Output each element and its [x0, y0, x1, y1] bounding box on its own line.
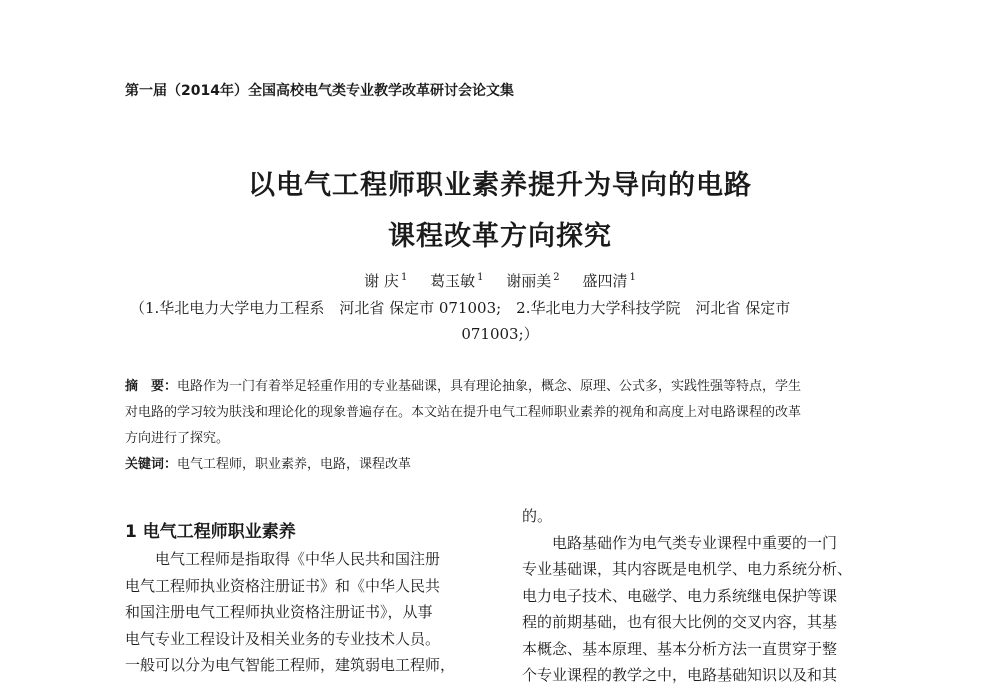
- section-heading: 1 电气工程师职业素养: [125, 522, 296, 542]
- author: [364, 272, 407, 290]
- body-text-line: 电路基础作为电气类专业课程中重要的一门: [552, 533, 838, 552]
- body-text-line: 程的前期基础，也有很大比例的交叉内容，其基: [522, 613, 838, 631]
- keywords-text: 电气工程师，职业素养，电路，课程改革: [177, 457, 412, 472]
- author-affiliation-mark: 1: [477, 272, 484, 283]
- body-text-line: 电力电子技术、电磁学、电力系统继电保护等课: [522, 586, 838, 605]
- affiliation-line-2: 071003;）: [461, 325, 539, 343]
- body-text-line: 的。: [522, 507, 553, 525]
- body-text-line: 电气工程师执业资格注册证书》和《中华人民共: [125, 576, 441, 595]
- author-affiliation-mark: 2: [553, 272, 560, 283]
- right-column: [522, 503, 892, 689]
- author: [506, 272, 559, 290]
- abstract-text-line-3: 方向进行了探究。: [125, 431, 230, 446]
- author-name: 谢 庆: [364, 272, 399, 290]
- author-list: [0, 270, 1000, 291]
- running-header: 第一届（2014年）全国高校电气类专业教学改革研讨会论文集: [125, 83, 514, 99]
- keywords: [125, 453, 411, 472]
- abstract-text-line-1: 电路作为一门有着举足轻重作用的专业基础课，具有理论抽象，概念、原理、公式多，实践性强等特点，学生: [177, 379, 802, 394]
- abstract-label: 摘 要：: [125, 379, 178, 394]
- author-name: 谢丽美: [506, 272, 552, 290]
- author: [430, 272, 483, 290]
- abstract: [125, 375, 801, 394]
- paper-title-line-2: 课程改革方向探究: [388, 221, 612, 252]
- body-text-line: 和国注册电气工程师执业资格注册证书》，从事: [125, 603, 433, 621]
- body-text-line: 个专业课程的教学之中，电路基础知识以及和其: [522, 666, 838, 684]
- body-text-line: 本概念、基本原理、基本分析方法一直贯穿于整: [522, 639, 838, 658]
- affiliation-line-1: （1.华北电力大学电力工程系 河北省 保定市 071003; 2.华北电力大学科技学院 河北省 保定市: [130, 299, 791, 317]
- author-affiliation-mark: 1: [400, 272, 408, 283]
- left-column: [125, 518, 495, 679]
- paper-title-line-1: 以电气工程师职业素养提升为导向的电路: [248, 170, 752, 201]
- body-text-line: 一般可以分为电气智能工程师，建筑弱电工程师，: [125, 656, 456, 674]
- author-name: 盛四清: [582, 272, 628, 290]
- body-text-line: 专业基础课，其内容既是电机学、电力系统分析、: [522, 560, 853, 578]
- body-text-line: 电气专业工程设计及相关业务的专业技术人员。: [125, 629, 441, 648]
- abstract-text-line-2: 对电路的学习较为肤浅和理论化的现象普遍存在。本文站在提升电气工程师职业素养的视角和高度上对电路课程的改革: [125, 405, 802, 420]
- body-text-line: 电气工程师是指取得《中华人民共和国注册: [155, 550, 441, 568]
- author: [582, 272, 635, 290]
- keywords-label: 关键词：: [125, 457, 178, 472]
- author-affiliation-mark: 1: [629, 272, 636, 283]
- author-name: 葛玉敏: [430, 272, 476, 290]
